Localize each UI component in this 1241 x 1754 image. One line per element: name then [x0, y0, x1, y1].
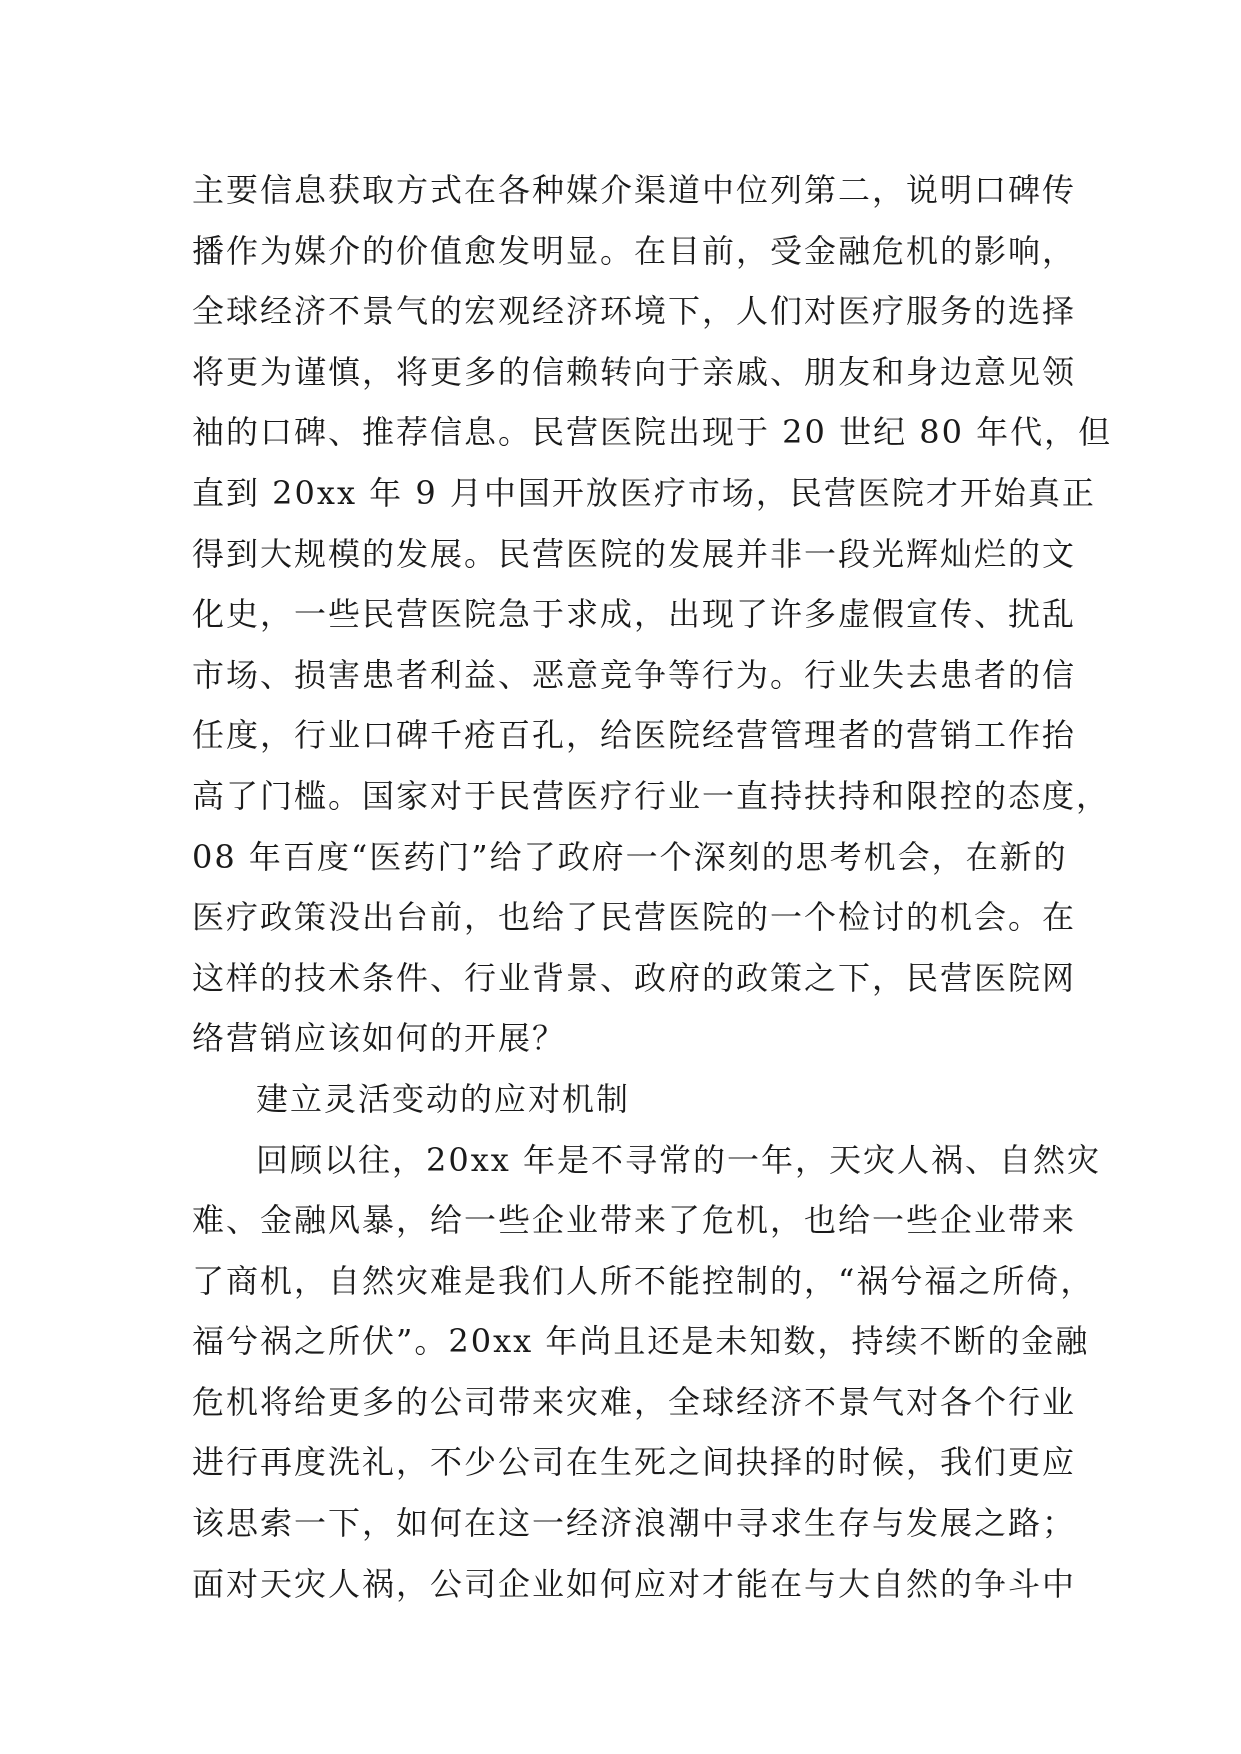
text-line: 进行再度洗礼，不少公司在生死之间抉择的时候，我们更应 [192, 1443, 1077, 1482]
text-line: 任度，行业口碑千疮百孔，给医院经营管理者的营销工作抬 [192, 716, 1077, 755]
text-line: 播作为媒介的价值愈发明显。在目前，受金融危机的影响， [192, 231, 1077, 270]
text-line: 难、金融风暴，给一些企业带来了危机，也给一些企业带来 [192, 1201, 1077, 1240]
text-line: 主要信息获取方式在各种媒介渠道中位列第二，说明口碑传 [192, 171, 1077, 209]
text-line: 袖的口碑、推荐信息。民营医院出现于 20 世纪 80 年代，但 [192, 413, 1113, 452]
text-line: 该思索一下，如何在这一经济浪潮中寻求生存与发展之路； [192, 1504, 1077, 1543]
text-line: 回顾以往，20xx 年是不寻常的一年，天灾人祸、自然灾 [256, 1140, 1101, 1179]
text-line: 福兮祸之所伏”。20xx 年尚且还是未知数，持续不断的金融 [192, 1322, 1090, 1361]
text-line: 高了门槛。国家对于民营医疗行业一直持扶持和限控的态度， [192, 776, 1111, 815]
body-text [192, 160, 1113, 1614]
text-line: 这样的技术条件、行业背景、政府的政策之下，民营医院网 [192, 958, 1077, 997]
text-line: 面对天灾人祸，公司企业如何应对才能在与大自然的争斗中 [192, 1564, 1077, 1603]
text-line: 络营销应该如何的开展？ [192, 1019, 567, 1058]
section-heading: 建立灵活变动的应对机制 [256, 1079, 631, 1118]
text-line: 市场、损害患者利益、恶意竞争等行为。行业失去患者的信 [192, 655, 1077, 694]
text-line: 医疗政策没出台前，也给了民营医院的一个检讨的机会。在 [192, 898, 1077, 937]
text-line: 危机将给更多的公司带来灾难，全球经济不景气对各个行业 [192, 1382, 1077, 1421]
text-line: 直到 20xx 年 9 月中国开放医疗市场，民营医院才开始真正 [192, 473, 1096, 512]
paragraph-2 [192, 1130, 1101, 1615]
paragraph-1 [192, 160, 1113, 1069]
text-line: 得到大规模的发展。民营医院的发展并非一段光辉灿烂的文 [192, 534, 1077, 573]
text-line: 了商机，自然灾难是我们人所不能控制的，“祸兮福之所倚， [192, 1261, 1095, 1300]
text-line: 08 年百度“医药门”给了政府一个深刻的思考机会，在新的 [192, 837, 1068, 876]
text-line: 全球经济不景气的宏观经济环境下，人们对医疗服务的选择 [192, 292, 1077, 331]
text-line: 化史，一些民营医院急于求成，出现了许多虚假宣传、扰乱 [192, 595, 1077, 634]
text-line: 将更为谨慎，将更多的信赖转向于亲戚、朋友和身边意见领 [192, 352, 1077, 391]
